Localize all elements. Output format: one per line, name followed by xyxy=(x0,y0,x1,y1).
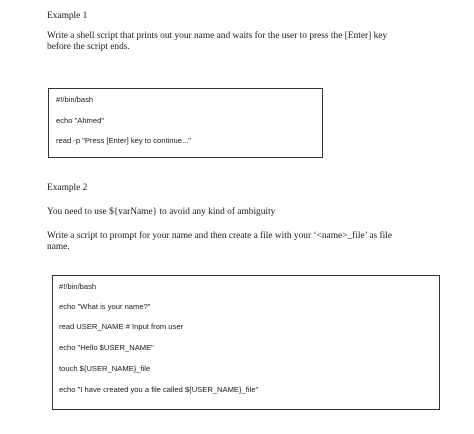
example1-code-line-1: #!/bin/bash xyxy=(56,95,94,104)
example1-instruction-line1: Write a shell script that prints out your name and waits for the user to press the [Enter] key xyxy=(47,31,388,41)
example1-code-line-2: echo "Ahmed" xyxy=(56,116,105,125)
example1-instruction-line2: before the script ends. xyxy=(47,42,130,52)
example2-code-line-1: #!/bin/bash xyxy=(59,282,97,291)
example2-instruction-line2: name. xyxy=(47,242,70,252)
example2-code-line-3: read USER_NAME # Input from user xyxy=(59,322,184,331)
example2-note: You need to use ${varName} to avoid any kind of ambiguity xyxy=(47,207,276,217)
example2-code-line-2: echo "What is your name?" xyxy=(59,302,151,311)
example1-code-box xyxy=(48,88,323,158)
example2-code-line-6: echo "I have created you a file called ${USER_NAME}_file" xyxy=(59,385,259,394)
example1-code-line-3: read -p "Press [Enter] key to continue..." xyxy=(56,136,191,145)
example2-code-box xyxy=(52,275,440,410)
example2-heading: Example 2 xyxy=(47,183,88,193)
example2-instruction-line1: Write a script to prompt for your name and then create a file with your ‘<name>_file’ as file xyxy=(47,231,393,241)
example1-heading: Example 1 xyxy=(47,11,88,21)
example2-code-line-4: echo "Hello $USER_NAME" xyxy=(59,343,154,352)
example2-code-line-5: touch ${USER_NAME}_file xyxy=(59,364,151,373)
